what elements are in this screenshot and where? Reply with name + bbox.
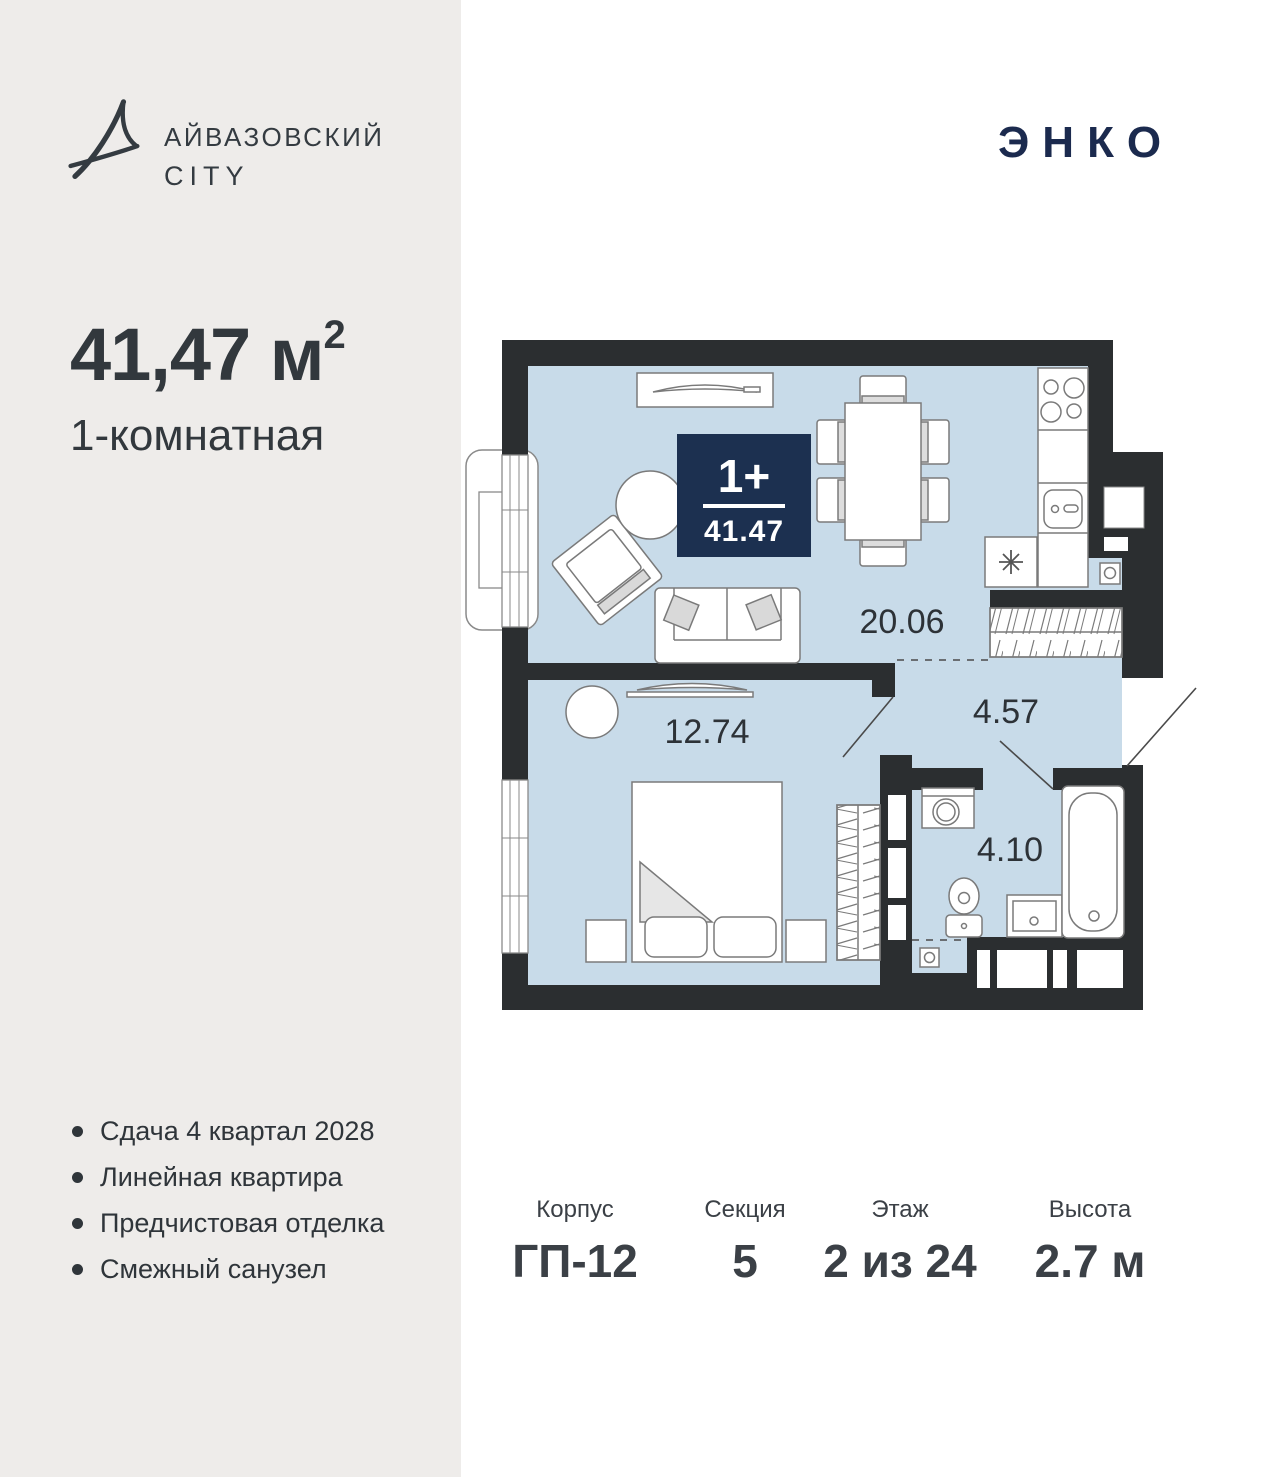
floor-drain bbox=[920, 948, 939, 967]
bath-area-label: 4.10 bbox=[976, 831, 1044, 869]
kitchen-counter bbox=[1038, 368, 1088, 587]
brand-city: CITY bbox=[164, 161, 250, 191]
rooms-label: 1-комнатная bbox=[70, 411, 325, 460]
hall-area-label: 4.57 bbox=[972, 693, 1040, 731]
bedroom-window bbox=[502, 780, 528, 953]
nightstand bbox=[786, 920, 826, 962]
rug-circle bbox=[616, 471, 684, 539]
washing-machine bbox=[922, 788, 974, 828]
living-area-label: 20.06 bbox=[859, 603, 945, 641]
bathroom-sink bbox=[1007, 895, 1062, 937]
bullet-icon bbox=[72, 1126, 83, 1137]
detail-sekciya: Секция 5 bbox=[704, 1196, 786, 1287]
badge-area: 41.47 bbox=[703, 515, 785, 548]
features-list bbox=[72, 1108, 384, 1292]
fridge bbox=[985, 537, 1037, 587]
plan-badge bbox=[677, 434, 811, 557]
floor-plan bbox=[455, 335, 1215, 1025]
bullet-icon bbox=[72, 1172, 83, 1183]
feature-item: Сдача 4 квартал 2028 bbox=[72, 1108, 384, 1154]
area-superscript: 2 bbox=[323, 313, 345, 358]
detail-vysota: Высота 2.7 м bbox=[1034, 1196, 1146, 1287]
nightstand bbox=[586, 920, 626, 962]
feature-item: Линейная квартира bbox=[72, 1154, 384, 1200]
bedroom-wardrobe bbox=[837, 805, 880, 960]
bullet-icon bbox=[72, 1218, 83, 1229]
badge-rooms: 1+ bbox=[717, 450, 771, 502]
partner-logo: ЭНКО bbox=[998, 118, 1175, 167]
brand-name: АЙВАЗОВСКИЙ bbox=[164, 122, 385, 152]
bullet-icon bbox=[72, 1264, 83, 1275]
sofa bbox=[655, 588, 800, 663]
hall-wardrobe bbox=[990, 608, 1122, 657]
brand-a-icon bbox=[68, 92, 146, 188]
feature-item: Предчистовая отделка bbox=[72, 1200, 384, 1246]
feature-item: Смежный санузел bbox=[72, 1246, 384, 1292]
tv-console bbox=[637, 373, 773, 407]
apartment-area: 41,47 $м^2$ bbox=[70, 313, 345, 396]
brand-logo bbox=[68, 92, 384, 192]
bed bbox=[632, 782, 782, 962]
bathtub bbox=[1062, 786, 1124, 938]
detail-korpus: Корпус ГП-12 bbox=[512, 1196, 638, 1287]
bedroom-area-label: 12.74 bbox=[664, 713, 750, 751]
boiler bbox=[1100, 563, 1120, 584]
detail-etazh: Этаж 2 из 24 bbox=[823, 1196, 977, 1287]
living-window bbox=[502, 455, 528, 627]
bedroom-chair bbox=[566, 686, 618, 738]
